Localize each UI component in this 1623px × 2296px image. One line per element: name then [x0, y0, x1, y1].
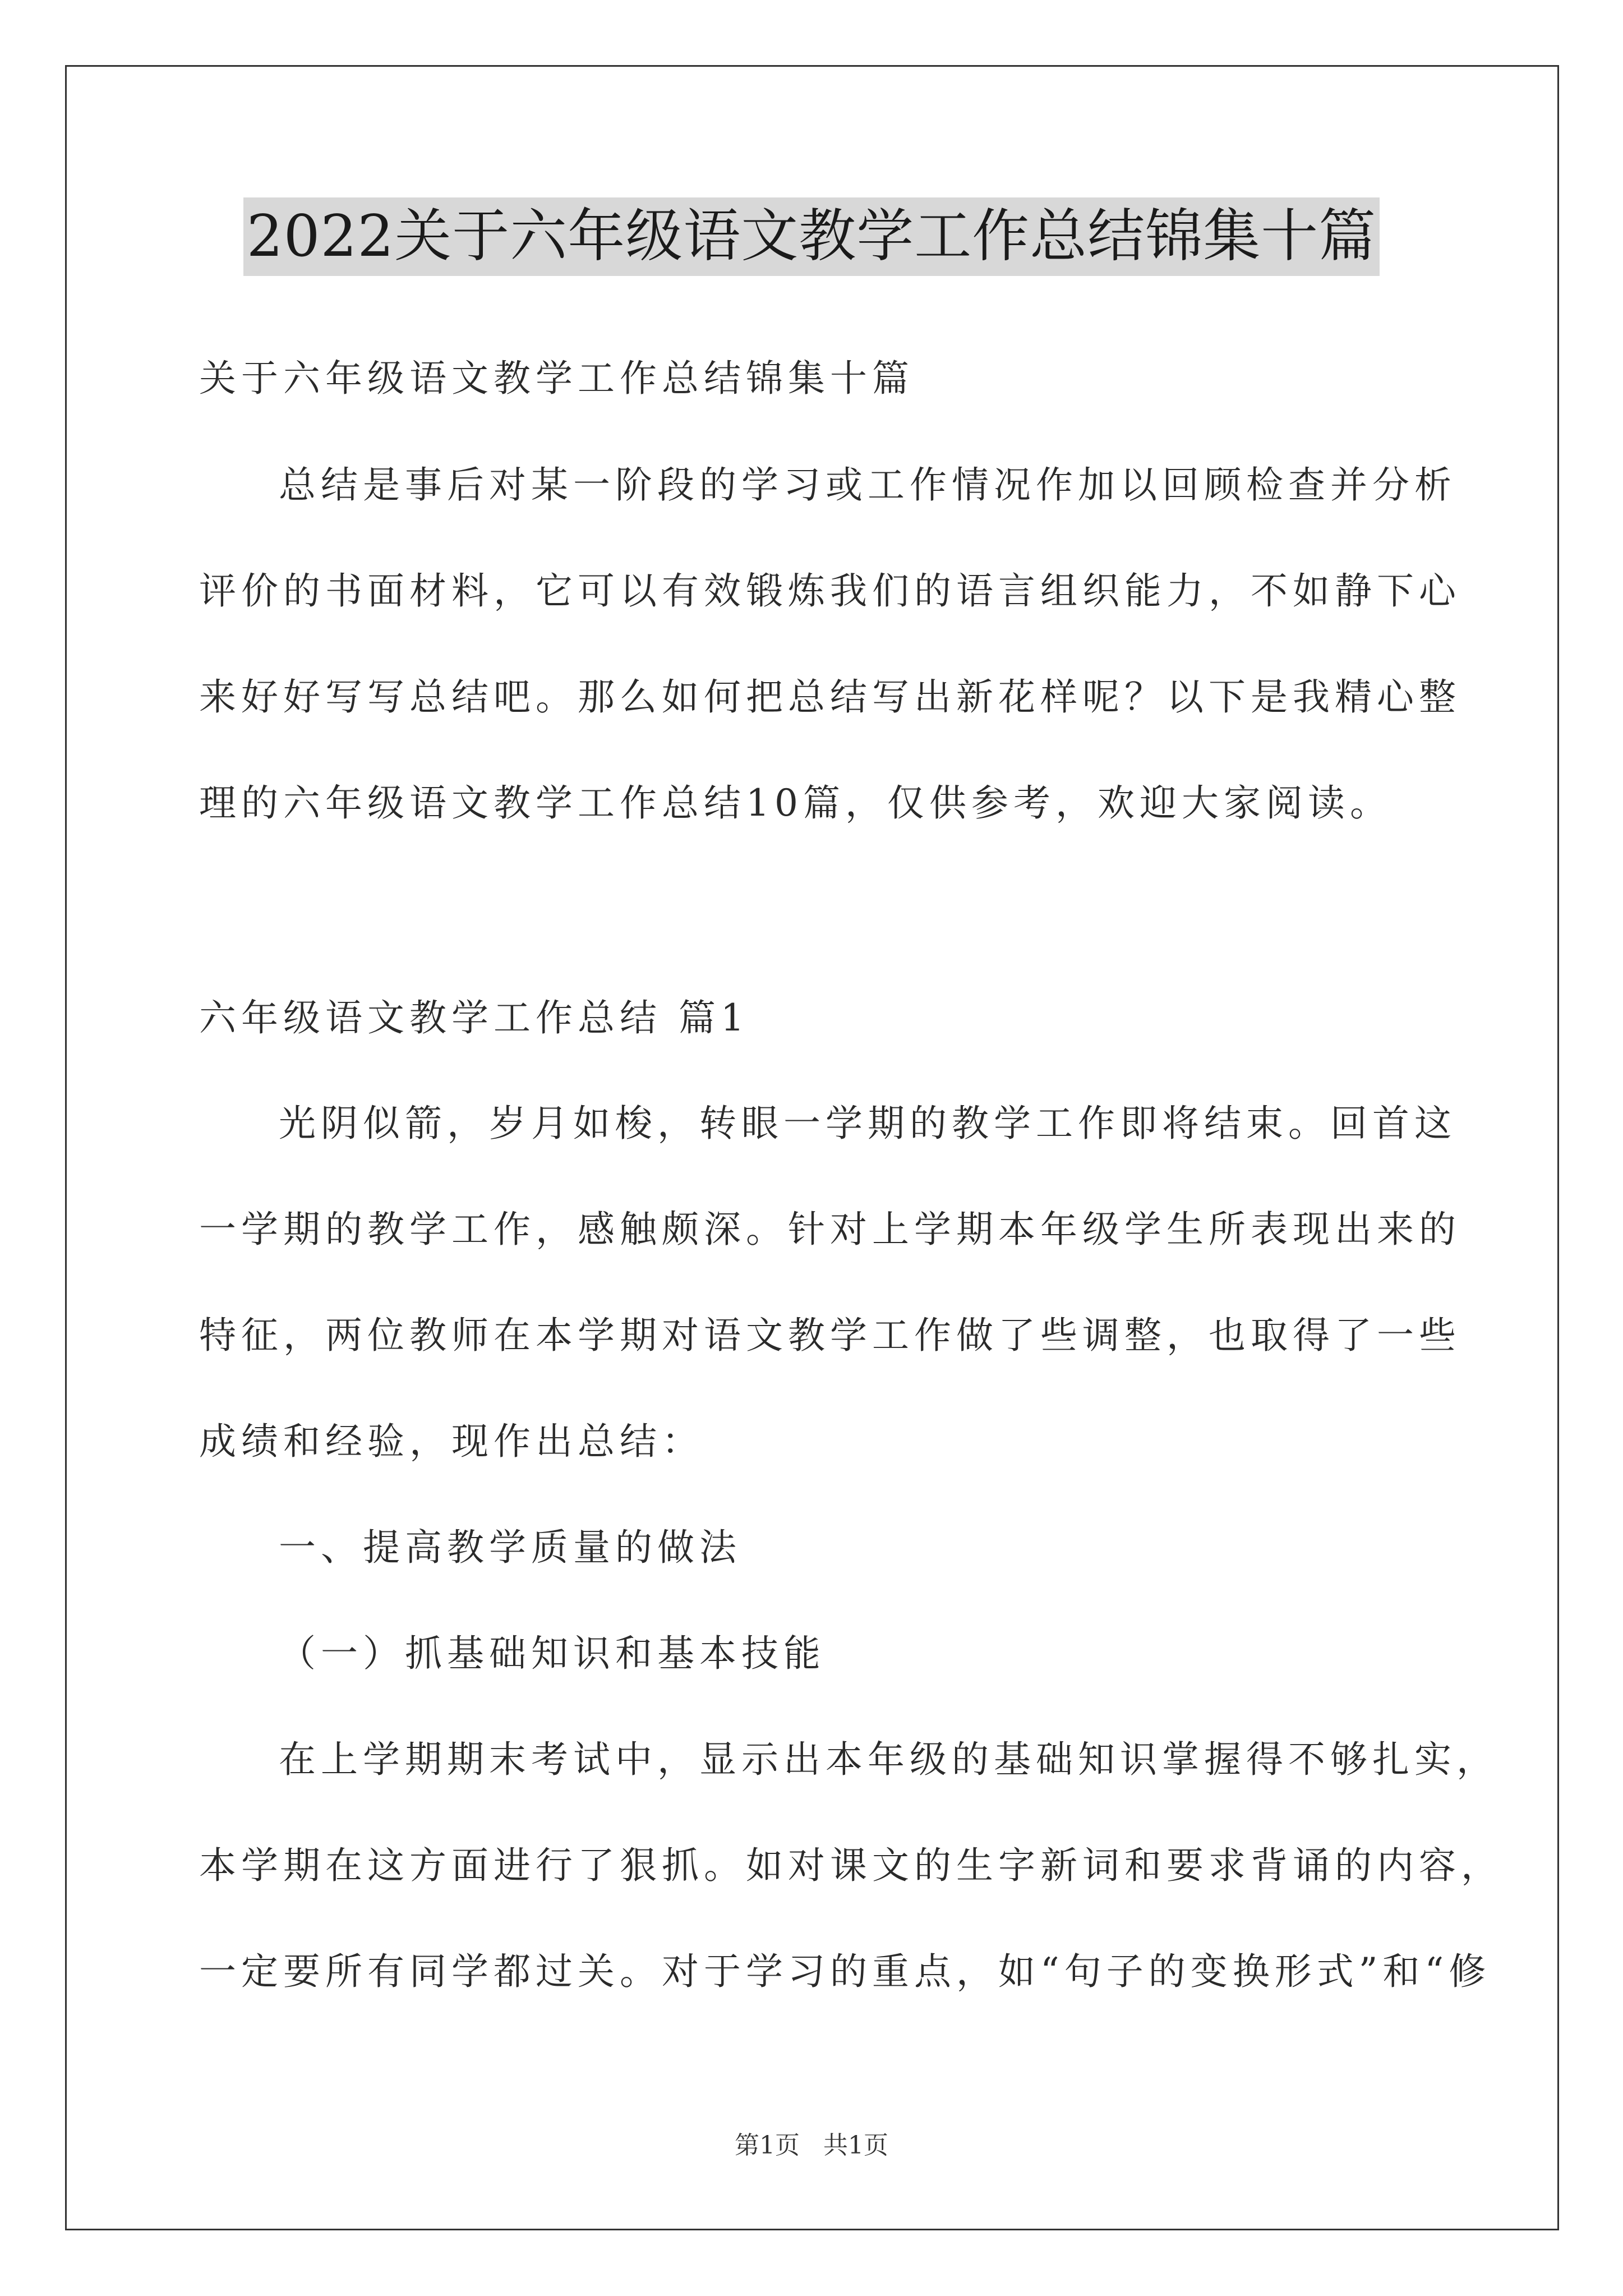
body-line: 在上学期期末考试中，显示出本年级的基础知识掌握得不够扎实， — [279, 1738, 1498, 1781]
subheading: （一）抓基础知识和基本技能 — [279, 1632, 826, 1675]
intro-line: 评价的书面材料，它可以有效锻炼我们的语言组织能力，不如静下心 — [199, 569, 1461, 613]
body-line: 本学期在这方面进行了狠抓。如对课文的生字新词和要求背诵的内容， — [199, 1844, 1503, 1887]
subheading: 一、提高教学质量的做法 — [279, 1526, 741, 1569]
section-heading: 六年级语文教学工作总结 篇1 — [199, 996, 749, 1039]
section-line: 特征，两位教师在本学期对语文教学工作做了些调整，也取得了一些 — [199, 1314, 1461, 1357]
title-wrap — [0, 197, 1623, 276]
page-footer — [0, 2129, 1623, 2162]
section-line: 光阴似箭，岁月如梭，转眼一学期的教学工作即将结束。回首这 — [279, 1102, 1456, 1145]
body-line: 一定要所有同学都过关。对于学习的重点，如“句子的变换形式”和“修 — [199, 1950, 1491, 1993]
document-subtitle: 关于六年级语文教学工作总结锦集十篇 — [199, 357, 914, 400]
intro-line: 总结是事后对某一阶段的学习或工作情况作加以回顾检查并分析 — [279, 463, 1456, 507]
intro-line: 来好好写写总结吧。那么如何把总结写出新花样呢？以下是我精心整 — [199, 675, 1461, 719]
section-line: 成绩和经验，现作出总结： — [199, 1420, 704, 1463]
page-number-current: 第1页 — [735, 2131, 800, 2160]
page-number-total: 共1页 — [823, 2131, 888, 2160]
document-title: 2022关于六年级语文教学工作总结锦集十篇 — [243, 197, 1380, 276]
intro-line: 理的六年级语文教学工作总结10篇，仅供参考，欢迎大家阅读。 — [199, 781, 1392, 825]
section-line: 一学期的教学工作，感触颇深。针对上学期本年级学生所表现出来的 — [199, 1208, 1461, 1251]
